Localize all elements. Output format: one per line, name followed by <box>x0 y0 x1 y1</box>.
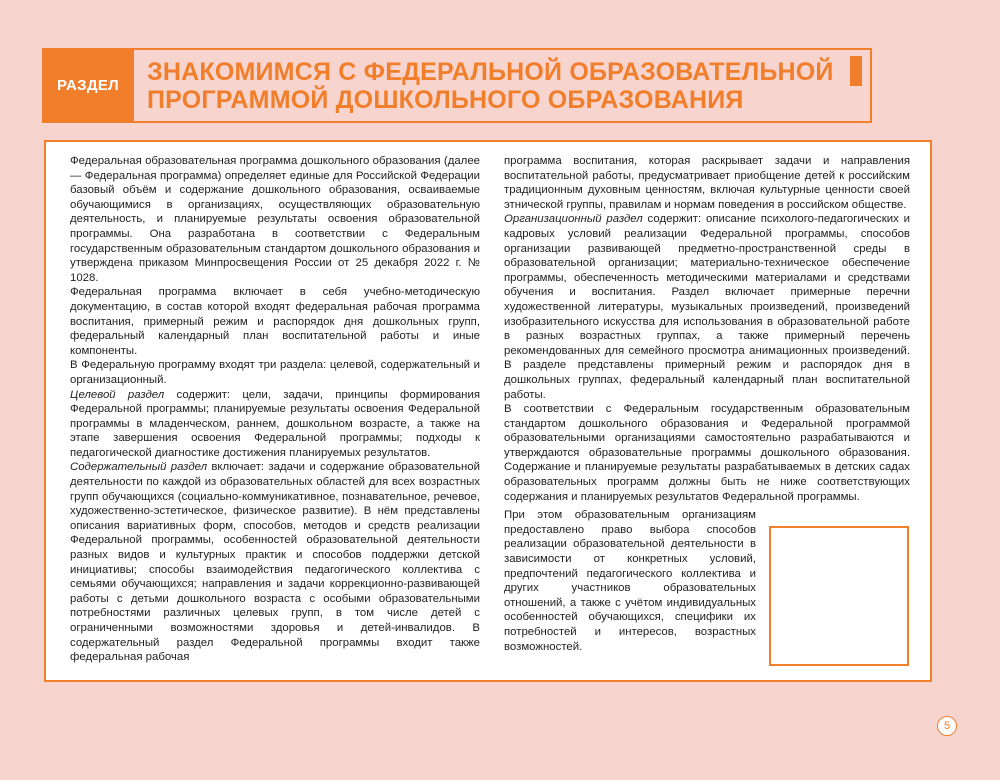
paragraph-text: содержит: описание психолого-педагогических и кадровых условий реализации Федеральной программы, способов организации развивающей предметно-пространственной среды в образовательной организации; материально-техническое обеспечение программы, обеспеченность методическими материалами и средствами обучения и воспитания. Раздел включает примерные перечни художественной литературы, музыкальных произведений, произведений изобразительного искусства для использования в образовательной работе в разных возрастных группах, а также примерный перечень рекомендованных для семейного просмотра анимационных произведений. В разделе представлены примерный режим и распорядок дня в дошкольных группах, федеральный календарный план воспитательной работы. <box>504 213 910 401</box>
paragraph: В соответствии с Федеральным государственным образовательным стандартом дошкольного образования и Федеральной программой образовательными организациями самостоятельно разрабатываются и утверждаются образовательные программы дошкольного образования. Содержание и планируемые результаты разрабатываемых в детских садах образовательных программ должны быть не ниже соответствующих содержания и планируемых результатов Федеральной программы. <box>504 403 910 503</box>
page-title-line-1: ЗНАКОМИМСЯ С ФЕДЕРАЛЬНОЙ ОБРАЗОВАТЕЛЬНОЙ <box>147 58 834 86</box>
header-decoration <box>850 56 862 86</box>
left-column <box>70 154 480 665</box>
page-title-line-2: ПРОГРАММОЙ ДОШКОЛЬНОГО ОБРАЗОВАНИЯ <box>147 86 744 114</box>
content-box <box>44 140 932 682</box>
paragraph-text: содержит: цели, задачи, принципы формирования Федеральной программы; планируемые результаты освоения Федеральной программы в младенческом, раннем, дошкольном возрасте, а также на этапе завершения освоения Федеральной программы; подходы к педагогической диагностике достижения планируемых результатов. <box>70 388 480 459</box>
paragraph: В Федеральную программу входят три раздела: целевой, содержательный и организационный. <box>70 359 480 386</box>
paragraph: При этом образовательным организациям предоставлено право выбора способов реализации образовательной деятельности в зависимости от конкретных условий, предпочтений педагогического коллектива и других участников образовательных отношений, а также с учётом индивидуальных особенностей обучающихся, специфики их потребностей и интересов, возрастных возможностей. <box>504 509 756 653</box>
paragraph: Федеральная образовательная программа дошкольного образования (далее — Федеральная программа) определяет единые для Российской Федерации базовый объём и содержание дошкольного образования, осваиваемые обучающимися в организациях, осуществляющих образовательную деятельность, и планируемые результаты освоения образовательной программы. Она разработана в соответствии с Федеральным государственным образовательным стандартом дошкольного образования и утверждена приказом Минпросвещения России от 25 декабря 2022 г. № 1028. <box>70 155 480 284</box>
page-title <box>147 58 867 114</box>
paragraph-text: включает: задачи и содержание образовательной деятельности по каждой из образовательных областей для всех возрастных групп обучающихся (социально-коммуникативное, познавательное, речевое, художественно-эстетическое, физическое развитие). В нём представлены описания вариативных форм, способов, методов и средств реализации Федеральной программы, особенностей образовательной деятельности разных видов и культурных практик и способов поддержки детской инициативы; способы взаимодействия педагогического коллектива с семьями обучающихся; направления и задачи коррекционно-развивающей работы с детьми дошкольного возраста с особыми образовательными потребностями различных целевых групп, в том числе детей с ограниченными возможностями здоровья и детей-инвалидов. В содержательный раздел Федеральной программы входит также федеральная рабочая <box>70 461 481 664</box>
section-badge: РАЗДЕЛ <box>42 48 134 123</box>
image-placeholder <box>769 526 909 666</box>
section-term: Содержательный раздел <box>70 461 208 474</box>
paragraph: Федеральная программа включает в себя учебно-методическую документацию, в состав которой входят федеральная рабочая программа воспитания, примерный режим и распорядок дня дошкольных групп, федеральный календарный план воспитательной работы и иные компоненты. <box>70 286 480 357</box>
page-number: 5 <box>937 716 957 736</box>
paragraph <box>70 388 480 461</box>
section-term: Организационный раздел <box>504 213 643 226</box>
paragraph <box>70 460 480 664</box>
paragraph <box>504 212 910 402</box>
paragraph: программа воспитания, которая раскрывает задачи и направления воспитательной работы, предусматривает приобщение детей к российским традиционным духовным ценностям, включая культурные ценности своей этнической группы, правилам и нормам поведения в российском обществе. <box>504 155 910 211</box>
section-term: Целевой раздел <box>70 388 165 401</box>
